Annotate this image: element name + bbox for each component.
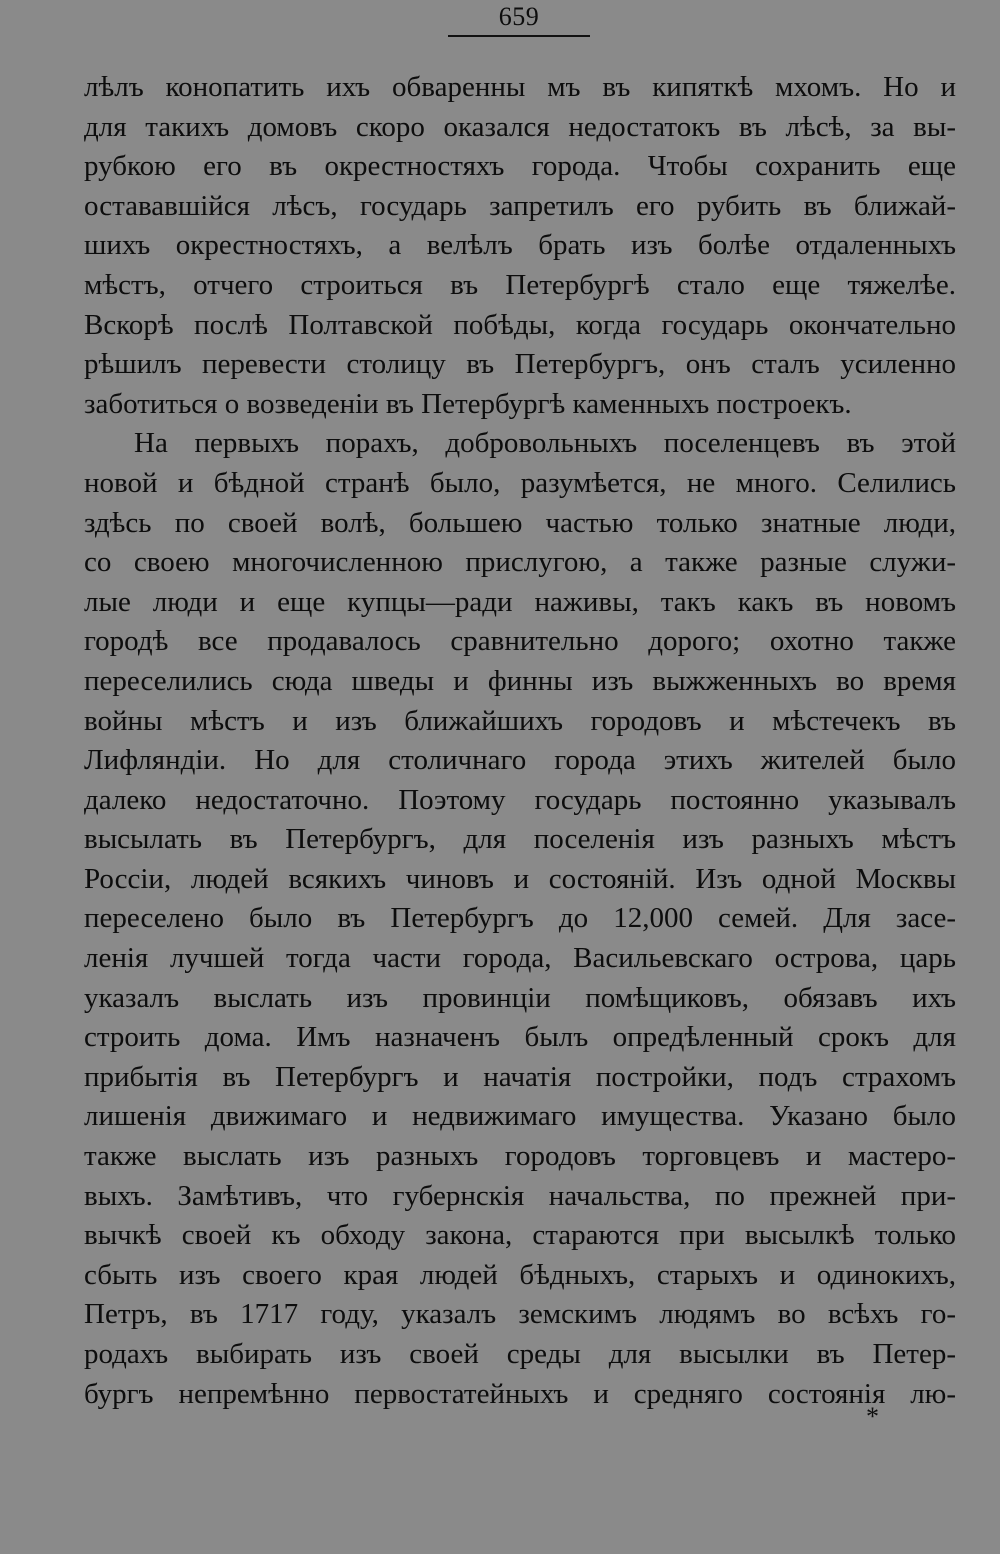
- text-line: рѣшилъ перевести столицу въ Петербургъ, онъ сталъ усиленно: [84, 348, 956, 381]
- text-line: лишенія движимаго и недвижимаго имущества. Указано было: [84, 1100, 956, 1133]
- text-line: Лифляндіи. Но для столичнаго города этихъ жителей было: [84, 744, 956, 777]
- text-line: заботиться о возведеніи въ Петербургѣ каменныхъ построекъ.: [84, 387, 852, 420]
- text-line: переселились сюда шведы и финны изъ выжженныхъ во время: [84, 664, 956, 697]
- text-line: мѣстъ, отчего строиться въ Петербургѣ стало еще тяжелѣе.: [84, 268, 956, 301]
- text-line: переселено было въ Петербургъ до 12,000 семей. Для засе-: [84, 902, 956, 935]
- text-line: войны мѣстъ и изъ ближайшихъ городовъ и мѣстечекъ въ: [84, 704, 956, 737]
- text-line: выхъ. Замѣтивъ, что губернскія начальства, по прежней при-: [84, 1179, 956, 1212]
- text-line: вычкѣ своей къ обходу закона, стараются при высылкѣ только: [84, 1219, 956, 1252]
- text-line: сбыть изъ своего края людей бѣдныхъ, старыхъ и одинокихъ,: [84, 1258, 956, 1291]
- text-line: На первыхъ порахъ, добровольныхъ поселенцевъ въ этой: [134, 427, 956, 460]
- text-line: также выслать изъ разныхъ городовъ торговцевъ и мастеро-: [84, 1140, 956, 1173]
- text-line: городѣ все продавалось сравнительно дорого; охотно также: [84, 625, 956, 658]
- text-line: остававшійся лѣсъ, государь запретилъ его рубить въ ближай-: [84, 189, 956, 222]
- text-line: шихъ окрестностяхъ, а велѣлъ брать изъ болѣе отдаленныхъ: [84, 229, 956, 262]
- text-line: рубкою его въ окрестностяхъ города. Чтобы сохранить еще: [84, 150, 956, 183]
- text-line: строить дома. Имъ назначенъ былъ опредѣленный срокъ для: [84, 1021, 956, 1054]
- text-line: Россіи, людей всякихъ чиновъ и состояній. Изъ одной Москвы: [84, 862, 956, 895]
- text-line: для такихъ домовъ скоро оказался недостатокъ въ лѣсѣ, за вы-: [84, 110, 956, 143]
- text-line: бургъ непремѣнно первостатейныхъ и средняго состоянія лю-: [84, 1377, 956, 1410]
- text-line: далеко недостаточно. Поэтому государь постоянно указывалъ: [84, 783, 956, 816]
- signature-mark: *: [866, 1402, 879, 1431]
- text-line: со своею многочисленною прислугою, а также разные служи-: [84, 546, 956, 579]
- text-line: ленія лучшей тогда части города, Васильевскаго острова, царь: [84, 942, 956, 975]
- text-line: здѣсь по своей волѣ, большею частью только знатные люди,: [84, 506, 956, 539]
- text-line: высылать въ Петербургъ, для поселенія изъ разныхъ мѣстъ: [84, 823, 956, 856]
- text-line: родахъ выбирать изъ своей среды для высылки въ Петер-: [84, 1338, 956, 1370]
- text-line: Петръ, въ 1717 году, указалъ земскимъ людямъ во всѣхъ го-: [84, 1298, 956, 1331]
- body-text: [84, 68, 956, 1414]
- text-line: новой и бѣдной странѣ было, разумѣется, не много. Селились: [84, 466, 956, 499]
- text-line: лые люди и еще купцы—ради наживы, такъ какъ въ новомъ: [84, 585, 956, 618]
- text-line: лѣлъ конопатить ихъ обваренны мъ въ кипяткѣ мхомъ. Но и: [84, 71, 956, 103]
- page-number-rule: [448, 35, 590, 37]
- text-line: Вскорѣ послѣ Полтавской побѣды, когда государь окончательно: [84, 308, 956, 341]
- text-line: прибытія въ Петербургъ и начатія постройки, подъ страхомъ: [84, 1060, 956, 1093]
- page-number: 659: [498, 2, 540, 31]
- text-line: указалъ выслать изъ провинціи помѣщиковъ, обязавъ ихъ: [84, 981, 956, 1014]
